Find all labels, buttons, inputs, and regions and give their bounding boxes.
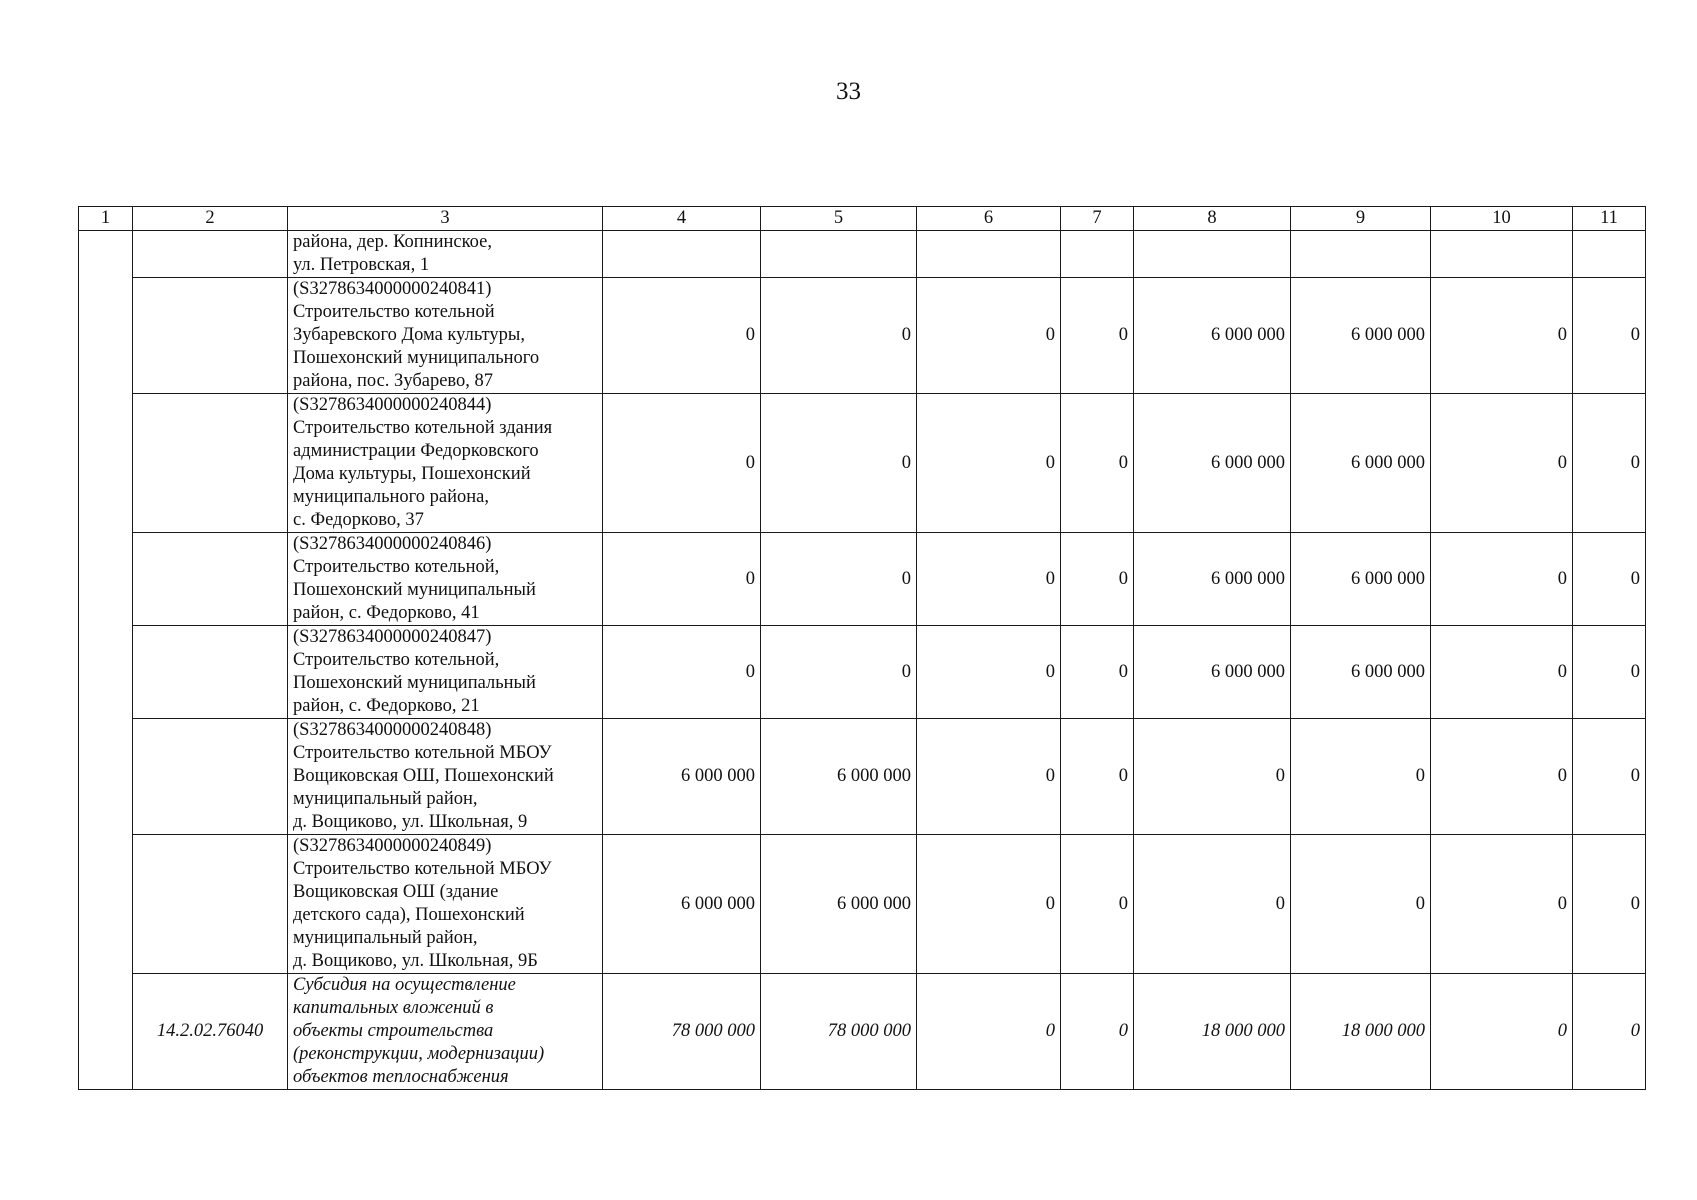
table-row [79,835,1646,974]
description-line: Строительство котельной, [293,557,500,577]
description-cell [288,533,603,626]
value-cell-col10: 0 [1431,719,1573,835]
description-line: Дома культуры, Пошехонский [293,464,531,484]
budget-code-cell [133,626,288,719]
description-cell [288,974,603,1090]
value-cell-col6 [917,231,1061,278]
value-cell-col5: 0 [761,394,917,533]
table-row [79,394,1646,533]
value-cell-col11: 0 [1573,394,1646,533]
column-number-3: 3 [288,207,603,231]
value-cell-col9: 0 [1291,719,1431,835]
description-line: Зубаревского Дома культуры, [293,325,525,345]
description-cell [288,835,603,974]
description-line: Строительство котельной МБОУ [293,743,552,763]
description-cell [288,394,603,533]
budget-code-cell [133,835,288,974]
value-cell-col10: 0 [1431,626,1573,719]
table-row [79,231,1646,278]
value-cell-col9: 6 000 000 [1291,278,1431,394]
description-line: Пошехонский муниципальный [293,580,536,600]
description-line: район, с. Федорково, 41 [293,603,480,623]
table-row [79,278,1646,394]
value-cell-col11: 0 [1573,719,1646,835]
description-cell [288,278,603,394]
value-cell-col7: 0 [1061,626,1134,719]
description-line: Пошехонский муниципального [293,348,540,368]
value-cell-col7: 0 [1061,835,1134,974]
value-cell-col6: 0 [917,719,1061,835]
description-cell [288,626,603,719]
description-line: Субсидия на осуществление [293,975,516,995]
description-line: Вощиковская ОШ (здание [293,882,499,902]
column-number-6: 6 [917,207,1061,231]
value-cell-col4: 6 000 000 [603,719,761,835]
value-cell-col8: 0 [1134,719,1291,835]
value-cell-col7: 0 [1061,533,1134,626]
value-cell-col11: 0 [1573,626,1646,719]
value-cell-col5: 78 000 000 [761,974,917,1090]
column-number-2: 2 [133,207,288,231]
value-cell-col10: 0 [1431,278,1573,394]
description-line: муниципальный район, [293,928,478,948]
value-cell-col8: 0 [1134,835,1291,974]
budget-code-cell [133,533,288,626]
column-number-row [79,207,1646,231]
value-cell-col4: 78 000 000 [603,974,761,1090]
column-number-7: 7 [1061,207,1134,231]
value-cell-col10: 0 [1431,394,1573,533]
budget-code-cell: 14.2.02.76040 [133,974,288,1090]
description-line: (S3278634000000240841) [293,279,492,299]
description-line: Строительство котельной МБОУ [293,859,552,879]
description-line: Строительство котельной здания [293,418,553,438]
budget-code-cell [133,278,288,394]
value-cell-col8: 6 000 000 [1134,394,1291,533]
description-line: Строительство котельной [293,302,495,322]
value-cell-col9: 18 000 000 [1291,974,1431,1090]
value-cell-col6: 0 [917,533,1061,626]
value-cell-col8: 18 000 000 [1134,974,1291,1090]
description-line: (S3278634000000240844) [293,395,492,415]
column-number-1: 1 [79,207,133,231]
description-line: район, с. Федорково, 21 [293,696,480,716]
description-line: Пошехонский муниципальный [293,673,536,693]
description-line: (S3278634000000240849) [293,836,492,856]
value-cell-col9: 0 [1291,835,1431,974]
value-cell-col8: 6 000 000 [1134,626,1291,719]
budget-code-cell [133,719,288,835]
column-number-4: 4 [603,207,761,231]
value-cell-col8: 6 000 000 [1134,278,1291,394]
value-cell-col11: 0 [1573,278,1646,394]
description-line: (S3278634000000240847) [293,627,492,647]
value-cell-col11 [1573,231,1646,278]
value-cell-col5: 6 000 000 [761,835,917,974]
column-number-9: 9 [1291,207,1431,231]
value-cell-col9: 6 000 000 [1291,394,1431,533]
value-cell-col4: 0 [603,533,761,626]
column-number-8: 8 [1134,207,1291,231]
description-line: д. Вощиково, ул. Школьная, 9Б [293,951,538,971]
value-cell-col7 [1061,231,1134,278]
value-cell-col6: 0 [917,974,1061,1090]
value-cell-col7: 0 [1061,719,1134,835]
value-cell-col4: 0 [603,626,761,719]
description-line: района, дер. Копнинское, [293,232,492,252]
description-line: Вощиковская ОШ, Пошехонский [293,766,554,786]
value-cell-col11: 0 [1573,533,1646,626]
description-line: Строительство котельной, [293,650,500,670]
description-line: муниципального района, [293,487,490,507]
value-cell-col4: 6 000 000 [603,835,761,974]
value-cell-col6: 0 [917,278,1061,394]
description-line: (S3278634000000240848) [293,720,492,740]
column-number-5: 5 [761,207,917,231]
value-cell-col5: 0 [761,278,917,394]
description-line: объектов теплоснабжения [293,1067,509,1087]
value-cell-col6: 0 [917,835,1061,974]
description-line: капитальных вложений в [293,998,494,1018]
col1-merged-cell [79,231,133,1090]
description-line: д. Вощиково, ул. Школьная, 9 [293,812,528,832]
budget-code-cell [133,231,288,278]
description-line: с. Федорково, 37 [293,510,424,530]
column-number-11: 11 [1573,207,1646,231]
table-row [79,719,1646,835]
value-cell-col5: 0 [761,626,917,719]
description-line: района, пос. Зубарево, 87 [293,371,494,391]
value-cell-col10: 0 [1431,974,1573,1090]
value-cell-col9 [1291,231,1431,278]
value-cell-col4 [603,231,761,278]
value-cell-col6: 0 [917,626,1061,719]
value-cell-col10: 0 [1431,835,1573,974]
value-cell-col11: 0 [1573,974,1646,1090]
value-cell-col11: 0 [1573,835,1646,974]
description-cell [288,231,603,278]
table-row [79,974,1646,1090]
value-cell-col5: 6 000 000 [761,719,917,835]
value-cell-col6: 0 [917,394,1061,533]
value-cell-col7: 0 [1061,394,1134,533]
value-cell-col10 [1431,231,1573,278]
budget-code-cell [133,394,288,533]
description-line: ул. Петровская, 1 [293,255,430,275]
budget-table [78,206,1646,1090]
value-cell-col5 [761,231,917,278]
value-cell-col9: 6 000 000 [1291,626,1431,719]
value-cell-col10: 0 [1431,533,1573,626]
value-cell-col8 [1134,231,1291,278]
description-line: (S3278634000000240846) [293,534,492,554]
description-line: муниципальный район, [293,789,478,809]
description-line: администрации Федорковского [293,441,539,461]
page-number: 33 [836,78,861,105]
value-cell-col9: 6 000 000 [1291,533,1431,626]
value-cell-col7: 0 [1061,278,1134,394]
description-line: детского сада), Пошехонский [293,905,525,925]
column-number-10: 10 [1431,207,1573,231]
value-cell-col7: 0 [1061,974,1134,1090]
table-row [79,626,1646,719]
description-line: объекты строительства [293,1021,494,1041]
value-cell-col5: 0 [761,533,917,626]
description-line: (реконструкции, модернизации) [293,1044,545,1064]
table-row [79,533,1646,626]
value-cell-col8: 6 000 000 [1134,533,1291,626]
value-cell-col4: 0 [603,278,761,394]
description-cell [288,719,603,835]
value-cell-col4: 0 [603,394,761,533]
